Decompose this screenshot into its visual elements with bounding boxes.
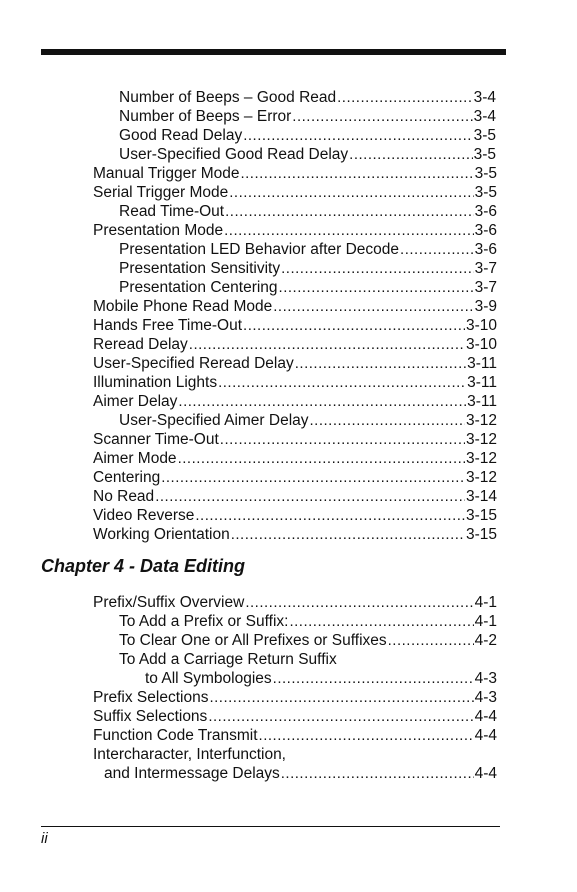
header-rule	[41, 49, 506, 55]
leader-dots	[225, 202, 473, 221]
leader-dots	[259, 726, 474, 745]
toc-entry-page: 3-4	[473, 108, 496, 125]
toc-entry[interactable]	[119, 240, 497, 259]
toc-entry-title: Presentation Centering	[119, 279, 278, 296]
toc-entry-title: Reread Delay	[93, 336, 188, 353]
toc-entry-title: Manual Trigger Mode	[93, 165, 240, 182]
toc-entry[interactable]	[93, 688, 497, 707]
leader-dots	[178, 449, 465, 468]
toc-entry-title: User-Specified Good Read Delay	[119, 146, 349, 163]
toc-entry-page: 3-12	[465, 412, 497, 429]
leader-dots	[209, 688, 473, 707]
toc-entry-page: 3-10	[465, 317, 497, 334]
toc-entry[interactable]	[119, 107, 496, 126]
toc-entry[interactable]	[104, 764, 497, 783]
toc-entry-title: Hands Free Time-Out	[93, 317, 243, 334]
toc-entry[interactable]	[93, 449, 497, 468]
toc-entry-page: 3-10	[465, 336, 497, 353]
toc-entry-title: Centering	[93, 469, 161, 486]
leader-dots	[231, 525, 465, 544]
toc-entry[interactable]	[93, 183, 497, 202]
toc-entry-title: Mobile Phone Read Mode	[93, 298, 273, 315]
toc-entry-title: Presentation Sensitivity	[119, 260, 281, 277]
toc-entry-title: To Clear One or All Prefixes or Suffixes	[119, 632, 387, 649]
leader-dots	[243, 316, 465, 335]
leader-dots	[310, 411, 465, 430]
toc-entry-page: 3-12	[465, 431, 497, 448]
toc-entry[interactable]	[145, 669, 497, 688]
toc-entry-page: 3-5	[474, 184, 497, 201]
toc-entry-page: 3-7	[474, 260, 497, 277]
toc-entry-title: Working Orientation	[93, 526, 230, 543]
toc-entry-page: 4-4	[474, 727, 497, 744]
toc-entry-title[interactable]: Intercharacter, Interfunction,	[93, 746, 286, 763]
leader-dots	[220, 430, 465, 449]
toc-entry-title: Suffix Selections	[93, 708, 208, 725]
toc-entry-page: 4-4	[474, 708, 497, 725]
toc-entry-page: 3-15	[465, 507, 497, 524]
leader-dots	[155, 487, 465, 506]
leader-dots	[279, 278, 474, 297]
toc-entry-title: Serial Trigger Mode	[93, 184, 229, 201]
toc-entry-page: 4-1	[474, 594, 497, 611]
leader-dots	[388, 631, 474, 650]
toc-entry[interactable]	[93, 430, 497, 449]
toc-entry[interactable]	[119, 278, 497, 297]
toc-entry[interactable]	[93, 335, 497, 354]
toc-entry-page: 3-14	[465, 488, 497, 505]
toc-entry[interactable]	[93, 373, 497, 392]
toc-entry-title: to All Symbologies	[145, 670, 272, 687]
toc-entry-title: Presentation Mode	[93, 222, 224, 239]
toc-entry-page: 3-11	[467, 374, 497, 391]
toc-entry[interactable]	[119, 126, 496, 145]
toc-entry-title: Aimer Mode	[93, 450, 177, 467]
toc-entry-page: 3-5	[473, 146, 496, 163]
leader-dots	[240, 164, 473, 183]
toc-entry-page: 4-4	[474, 765, 497, 782]
toc-entry-page: 3-5	[474, 165, 497, 182]
leader-dots	[281, 259, 473, 278]
leader-dots	[243, 126, 472, 145]
toc-entry-title: Function Code Transmit	[93, 727, 258, 744]
toc-entry[interactable]	[119, 145, 496, 164]
leader-dots	[195, 506, 465, 525]
toc-entry-title: Prefix Selections	[93, 689, 209, 706]
toc-entry[interactable]	[93, 221, 497, 240]
leader-dots	[281, 764, 474, 783]
toc-entry[interactable]	[93, 164, 497, 183]
toc-entry-title[interactable]: To Add a Carriage Return Suffix	[119, 651, 337, 668]
toc-entry[interactable]	[93, 525, 497, 544]
toc-entry-title: Read Time-Out	[119, 203, 225, 220]
toc-entry-page: 4-3	[474, 689, 497, 706]
toc-entry-page: 3-15	[465, 526, 497, 543]
toc-entry[interactable]	[93, 354, 497, 373]
toc-entry-page: 3-9	[474, 298, 497, 315]
toc-entry-title: Presentation LED Behavior after Decode	[119, 241, 400, 258]
toc-entry-title: User-Specified Reread Delay	[93, 355, 294, 372]
leader-dots	[218, 373, 466, 392]
leader-dots	[189, 335, 465, 354]
toc-entry[interactable]	[119, 631, 497, 650]
toc-entry-page: 3-4	[473, 89, 496, 106]
toc-entry[interactable]	[119, 612, 497, 631]
chapter-heading[interactable]: Chapter 4 - Data Editing	[41, 556, 246, 576]
toc-entry[interactable]	[93, 726, 497, 745]
toc-entry-title: User-Specified Aimer Delay	[119, 412, 309, 429]
footer-rule	[41, 826, 500, 827]
toc-entry-page: 3-12	[465, 450, 497, 467]
toc-entry[interactable]	[93, 468, 497, 487]
leader-dots	[224, 221, 473, 240]
leader-dots	[337, 88, 472, 107]
leader-dots	[273, 669, 474, 688]
toc-entry-page: 3-6	[474, 241, 497, 258]
toc-entry[interactable]	[93, 316, 497, 335]
toc-entry[interactable]	[119, 202, 497, 221]
leader-dots	[245, 593, 473, 612]
leader-dots	[295, 354, 466, 373]
toc-entry[interactable]	[119, 88, 496, 107]
toc-entry-page: 3-5	[473, 127, 496, 144]
toc-entry-page: 3-6	[474, 203, 497, 220]
toc-entry[interactable]	[93, 297, 497, 316]
leader-dots	[178, 392, 466, 411]
toc-entry-page: 3-11	[467, 393, 497, 410]
toc-entry-title: Good Read Delay	[119, 127, 243, 144]
toc-entry-page: 3-11	[467, 355, 497, 372]
toc-entry-title: and Intermessage Delays	[104, 765, 280, 782]
toc-entry-page: 4-1	[474, 613, 497, 630]
toc-entry-title: Scanner Time-Out	[93, 431, 219, 448]
toc-entry-title: Video Reverse	[93, 507, 195, 524]
leader-dots	[292, 107, 472, 126]
toc-entry[interactable]	[93, 487, 497, 506]
toc-entry[interactable]	[93, 593, 497, 612]
toc-entry-title: Number of Beeps – Error	[119, 108, 292, 125]
toc-entry-page: 4-3	[474, 670, 497, 687]
toc-entry-title: No Read	[93, 488, 155, 505]
toc-entry-title: Illumination Lights	[93, 374, 218, 391]
toc-entry[interactable]	[93, 506, 497, 525]
leader-dots	[208, 707, 473, 726]
leader-dots	[289, 612, 473, 631]
toc-entry-page: 3-12	[465, 469, 497, 486]
toc-entry[interactable]	[119, 411, 497, 430]
leader-dots	[349, 145, 472, 164]
page-number: ii	[41, 830, 48, 847]
toc-entry-title: Number of Beeps – Good Read	[119, 89, 337, 106]
leader-dots	[273, 297, 473, 316]
toc-entry[interactable]	[119, 259, 497, 278]
toc-entry-page: 3-7	[474, 279, 497, 296]
toc-entry[interactable]	[93, 707, 497, 726]
toc-entry-title: To Add a Prefix or Suffix:	[119, 613, 289, 630]
toc-entry-page: 4-2	[474, 632, 497, 649]
toc-entry[interactable]	[93, 392, 497, 411]
toc-entry-title: Aimer Delay	[93, 393, 178, 410]
leader-dots	[400, 240, 474, 259]
toc-entry-title: Prefix/Suffix Overview	[93, 594, 245, 611]
leader-dots	[229, 183, 473, 202]
leader-dots	[161, 468, 465, 487]
toc-entry-page: 3-6	[474, 222, 497, 239]
